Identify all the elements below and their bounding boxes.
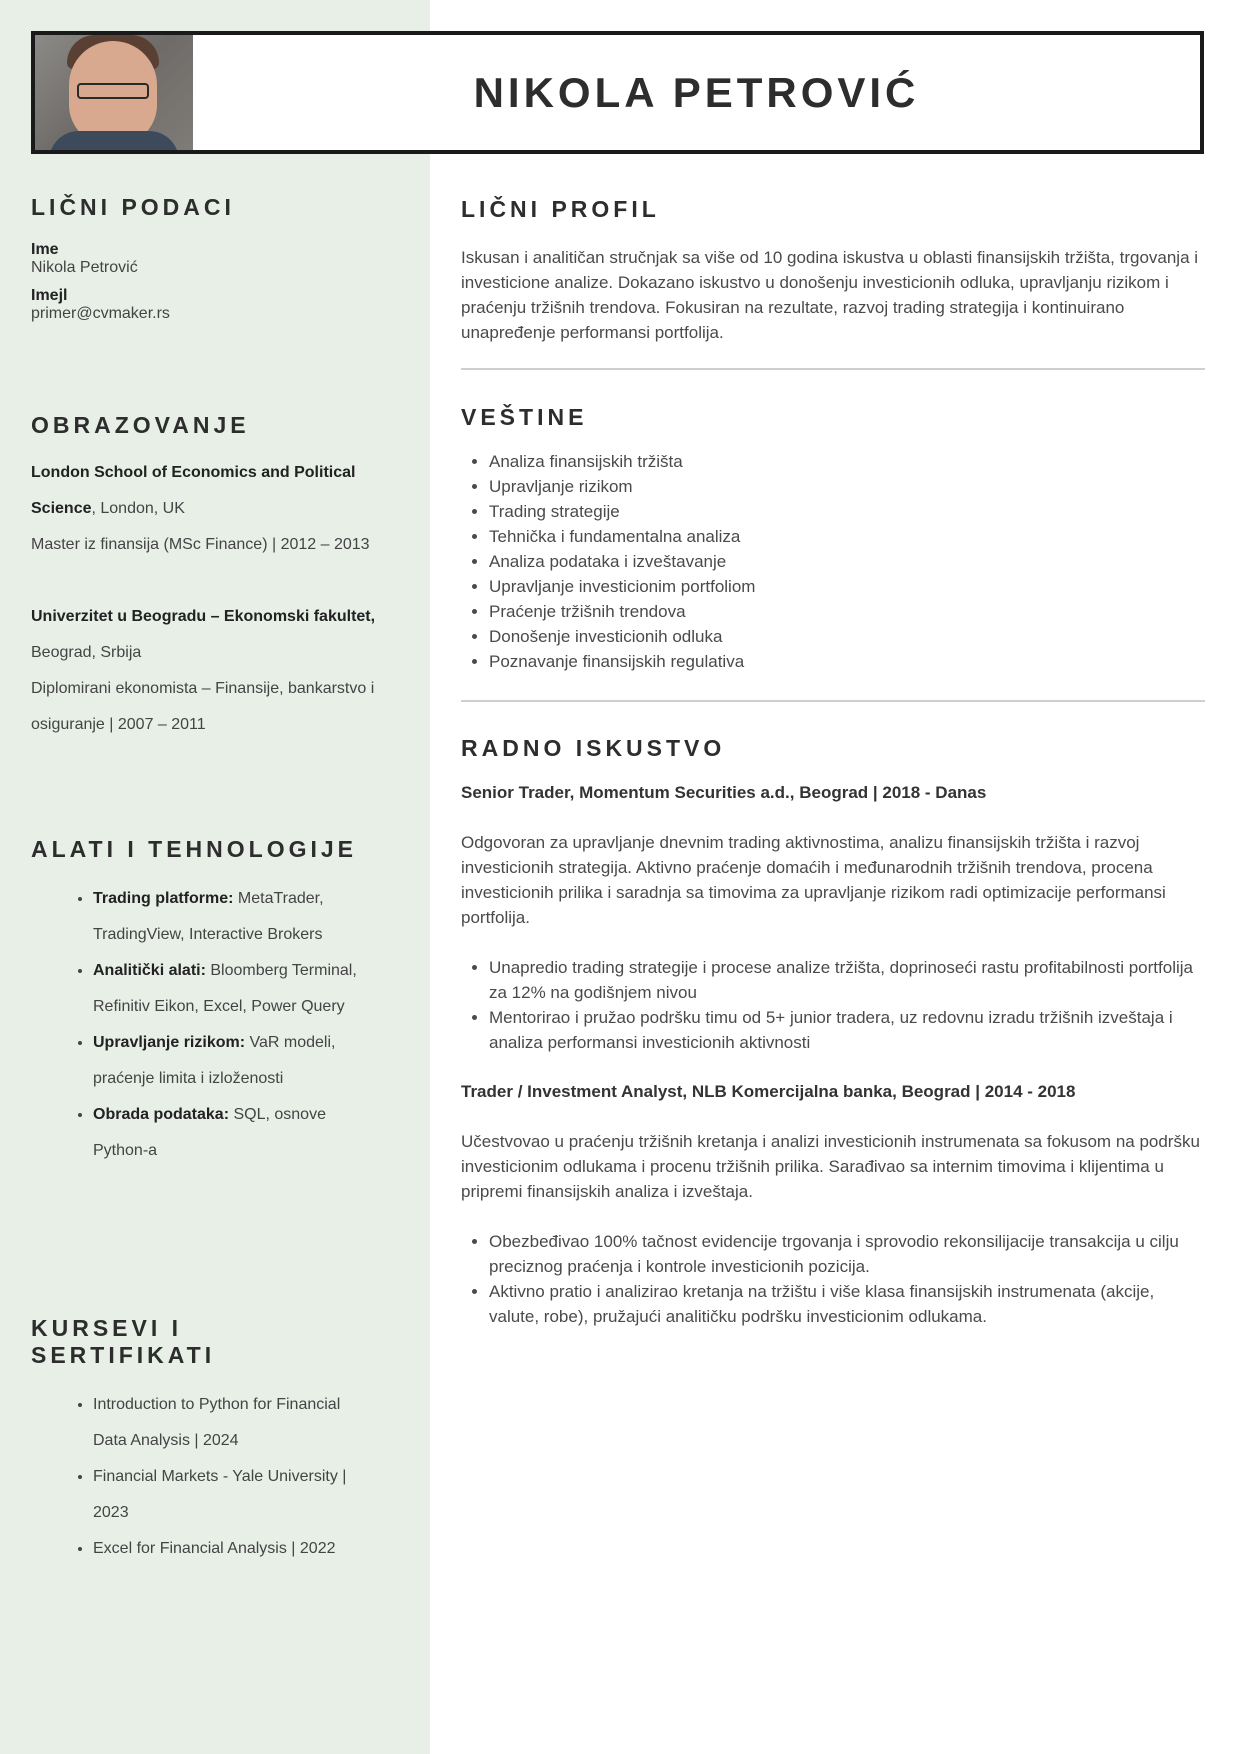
education-item (31, 599, 376, 743)
tools-section (31, 836, 376, 1169)
degree: Diplomirani ekonomista – Finansije, bankarstvo i osiguranje | 2007 – 2011 (31, 680, 375, 733)
email-label: Imejl (31, 287, 68, 304)
education-title: OBRAZOVANJE (31, 412, 250, 438)
skills-title: VEŠTINE (461, 404, 588, 430)
list-item: • Tehnička i fundamentalna analiza (489, 524, 1205, 549)
courses-title: KURSEVI I SERTIFIKATI (31, 1315, 216, 1368)
section-divider (461, 700, 1205, 702)
personal-section (31, 194, 376, 323)
list-item: • Analitički alati: Bloomberg Terminal, Refinitiv Eikon, Excel, Power Query (93, 953, 376, 1025)
profile-text: Iskusan i analitičan stručnjak sa više od 10 godina iskustva u oblasti finansijskih tržišta, trgovanja i investicione analize. Dokazano iskustvo u donošenju investicionih odluka, upravljanju rizikom i praćenju tržišnih trendova. Fokusiran na rezultate, razvoj trading strategija i kontinuirano unapređenje performansi portfolija. (461, 248, 1199, 342)
list-item: • Obezbeđivao 100% tačnost evidencije trgovanja i sprovodio rekonsilijacije transakcija u cilju preciznog praćenja i kontrole investicionih pozicija. (489, 1229, 1205, 1279)
email-value: primer@cvmaker.rs (31, 305, 170, 322)
list-item: • Analiza podataka i izveštavanje (489, 549, 1205, 574)
education-item (31, 455, 376, 563)
education-section (31, 412, 376, 743)
skills-list (461, 449, 1205, 674)
job-bullets (461, 955, 1205, 1055)
school-location: , London, UK (91, 500, 185, 517)
header (31, 31, 1204, 154)
experience-section (461, 735, 1205, 1329)
list-item: • Analiza finansijskih tržišta (489, 449, 1205, 474)
job-title: Senior Trader, Momentum Securities a.d., Beograd | 2018 - Danas (461, 783, 987, 802)
name-label: Ime (31, 241, 59, 258)
name-value: Nikola Petrović (31, 259, 138, 276)
skills-section (461, 404, 1205, 674)
job-title: Trader / Investment Analyst, NLB Komercijalna banka, Beograd | 2014 - 2018 (461, 1082, 1076, 1101)
job-description: Odgovoran za upravljanje dnevnim trading aktivnostima, analizu finansijskih tržišta i razvoj investicionih strategija. Aktivno praćenje domaćih i međunarodnih tržišnih trendova, procena investicionih prilika i saradnja sa timovima za upravljanje rizikom radi optimizacije performansi portfolija. (461, 833, 1166, 927)
list-item: • Poznavanje finansijskih regulativa (489, 649, 1205, 674)
list-item: • Upravljanje investicionim portfoliom (489, 574, 1205, 599)
list-item: • Upravljanje rizikom: VaR modeli, praćenje limita i izloženosti (93, 1025, 376, 1097)
school-name: Univerzitet u Beogradu – Ekonomski fakultet, (31, 608, 376, 625)
school-name: London School of Economics and Political Science (31, 464, 356, 517)
list-item: • Aktivno pratio i analizirao kretanja na tržištu i više klasa finansijskih instrumenata (akcije, valute, robe), pružajući analitičku podršku investicionim odlukama. (489, 1279, 1205, 1329)
list-item: • Obrada podataka: SQL, osnove Python-a (93, 1097, 376, 1169)
list-item: • Praćenje tržišnih trendova (489, 599, 1205, 624)
list-item: • Unapredio trading strategije i procese analize tržišta, doprinoseći rastu profitabilnosti portfolija za 12% na godišnjem nivou (489, 955, 1205, 1005)
job-description: Učestvovao u praćenju tržišnih kretanja i analizi investicionih instrumenata sa fokusom na podršku investicionim odlukama i procenu tržišnih prilika. Sarađivao sa internim timovima i klijentima u pripremi finansijskih analiza i izveštaja. (461, 1132, 1200, 1201)
list-item: • Trading strategije (489, 499, 1205, 524)
list-item: • Introduction to Python for Financial Data Analysis | 2024 (93, 1387, 376, 1459)
list-item: • Donošenje investicionih odluka (489, 624, 1205, 649)
list-item: • Upravljanje rizikom (489, 474, 1205, 499)
job-bullets (461, 1229, 1205, 1329)
profile-section (461, 196, 1205, 345)
tools-list (31, 881, 376, 1169)
profile-title: LIČNI PROFIL (461, 196, 660, 222)
courses-section (31, 1315, 376, 1567)
degree: Master iz finansija (MSc Finance) | 2012 – 2013 (31, 536, 370, 553)
list-item: • Mentorirao i pružao podršku timu od 5+ junior tradera, uz redovnu izradu tržišnih izveštaja i analiza performansi investicionih aktivnosti (489, 1005, 1205, 1055)
section-divider (461, 368, 1205, 370)
list-item: • Financial Markets - Yale University | 2023 (93, 1459, 376, 1531)
profile-photo (35, 35, 193, 150)
tools-title: ALATI I TEHNOLOGIJE (31, 836, 358, 862)
personal-title: LIČNI PODACI (31, 194, 235, 220)
courses-list (31, 1387, 376, 1567)
experience-title: RADNO ISKUSTVO (461, 735, 726, 761)
list-item: • Excel for Financial Analysis | 2022 (93, 1531, 376, 1567)
list-item: • Trading platforme: MetaTrader, TradingView, Interactive Brokers (93, 881, 376, 953)
school-location: Beograd, Srbija (31, 644, 142, 661)
full-name: NIKOLA PETROVIĆ (473, 68, 920, 116)
